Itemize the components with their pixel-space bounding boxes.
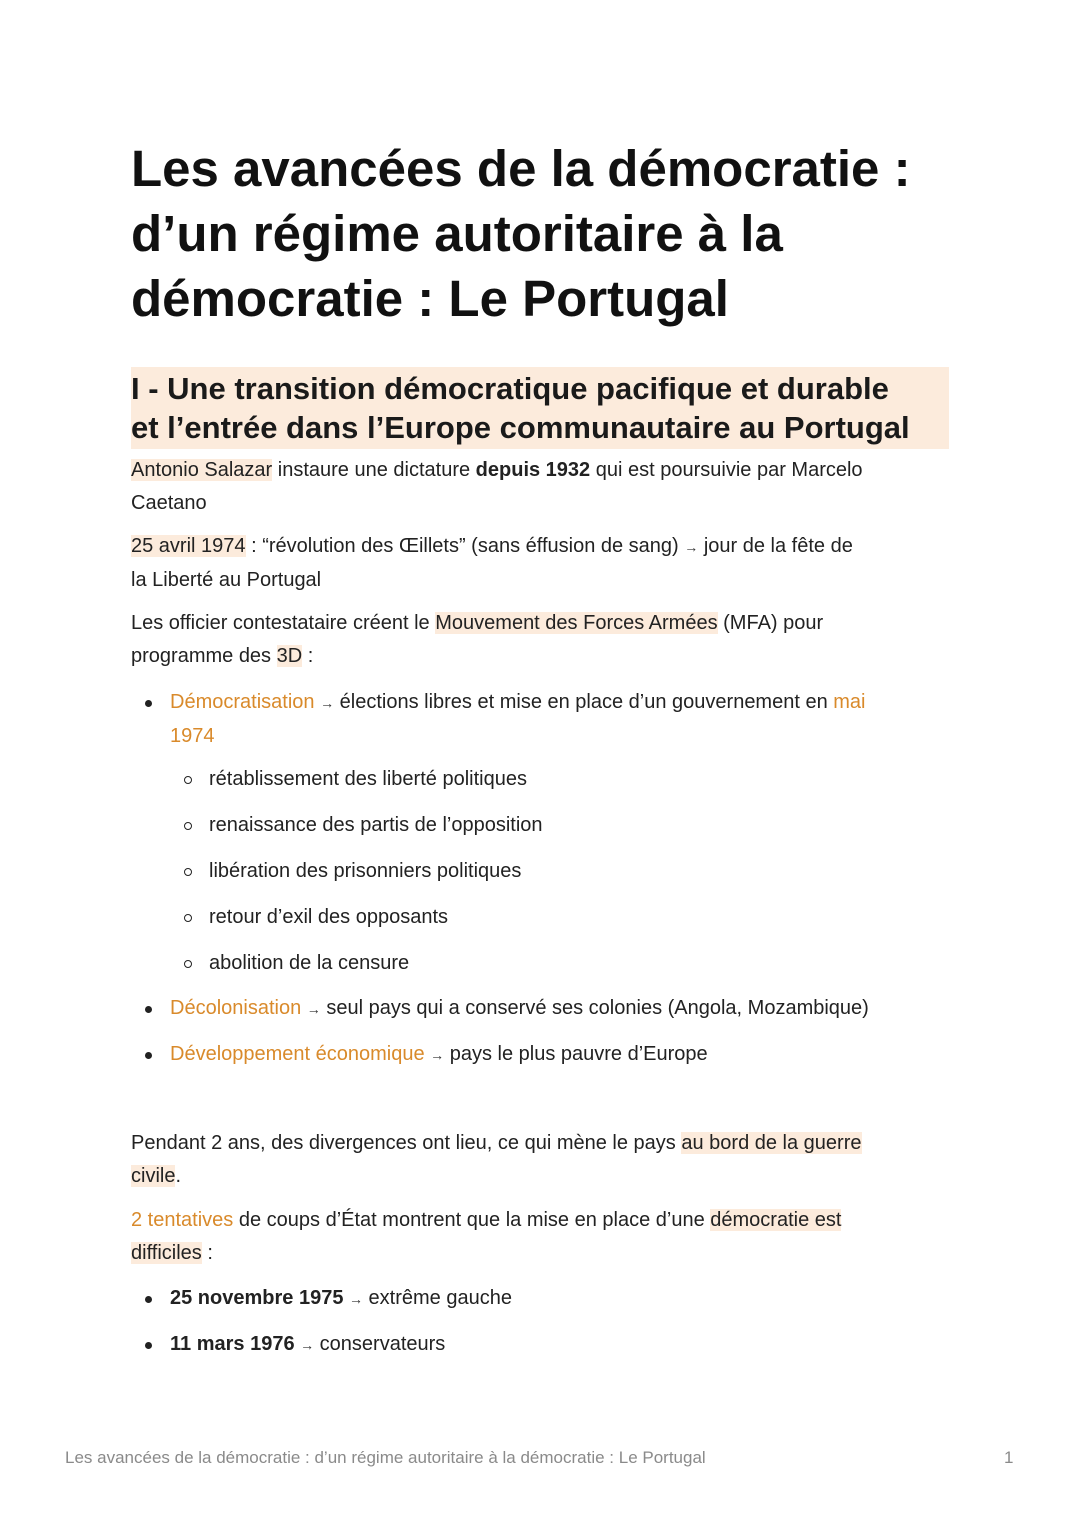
bold-date: 11 mars 1976 [170,1333,295,1355]
section-heading-line-2: et l’entrée dans l’Europe communautaire au Portugal [131,410,910,445]
text: Pendant 2 ans, des divergences ont lieu, ce qui mène le pays [131,1132,682,1154]
sub-item: retour d’exil des opposants [209,906,449,928]
bold-date: depuis 1932 [475,459,591,481]
title-line-1: Les avancées de la démocratie : [131,140,911,197]
text: (MFA) pour [717,612,824,634]
text: pays le plus pauvre d’Europe [444,1043,708,1065]
bullet-icon [145,1296,152,1303]
list-item-democratisation [170,686,950,753]
bold-date: 25 novembre 1975 [170,1287,344,1309]
sub-bullet-icon [184,822,192,830]
list-label: Développement économique [170,1043,425,1065]
highlight-3d: 3D [276,645,303,667]
list-item-coup-1 [170,1282,512,1316]
list-item-developpement [170,1038,950,1072]
paragraph-tentatives [131,1204,951,1270]
highlight-salazar: Antonio Salazar [131,459,273,481]
text: seul pays qui a conservé ses colonies (Angola, Mozambique) [320,997,869,1019]
page-number: 1 [1004,1448,1014,1467]
date: 1974 [170,725,215,747]
arrow-icon: → [300,1337,315,1353]
title-line-2: d’un régime autoritaire à la [131,205,783,262]
section-heading-line-1: I - Une transition démocratique pacifique et durable [131,371,889,406]
date: mai [833,691,866,713]
paragraph-mfa [131,607,951,673]
bullet-icon [145,700,152,707]
text: instaure une dictature [272,459,476,481]
text: élections libres et mise en place d’un gouvernement en [334,691,834,713]
sub-bullet-icon [184,776,192,784]
list-item-decolonisation [170,992,960,1026]
bullet-icon [145,1342,152,1349]
bullet-icon [145,1006,152,1013]
highlight-guerre: au bord de la guerre [681,1132,862,1154]
title-line-3: démocratie : Le Portugal [131,270,729,327]
highlight-mfa: Mouvement des Forces Armées [435,612,718,634]
page-footer: Les avancées de la démocratie : d’un régime autoritaire à la démocratie : Le Portugal [65,1448,706,1467]
sub-bullet-icon [184,868,192,876]
bullet-icon [145,1052,152,1059]
arrow-icon: → [430,1047,445,1063]
text: extrême gauche [363,1287,512,1309]
paragraph-revolution [131,530,951,597]
paragraph-divergences [131,1127,951,1193]
text: programme des [131,645,277,667]
arrow-icon: → [349,1291,363,1307]
highlight-difficiles: difficiles [131,1242,202,1264]
text: conservateurs [314,1333,446,1355]
list-item-coup-2 [170,1328,445,1362]
highlight-democratie: démocratie est [710,1209,842,1231]
sub-item: libération des prisonniers politiques [209,860,522,882]
sub-item: renaissance des partis de l’opposition [209,814,543,836]
arrow-icon: → [306,1001,321,1017]
document-title [131,136,961,331]
paragraph-salazar [131,454,951,520]
highlight-date: 25 avril 1974 [131,535,246,557]
highlight-civile: civile [131,1165,176,1187]
text: la Liberté au Portugal [131,569,322,591]
text: Les officier contestataire créent le [131,612,436,634]
text: qui est poursuivie par Marcelo [590,459,863,481]
text: : [302,645,314,667]
text: de coups d’État montrent que la mise en place d’une [233,1209,711,1231]
arrow-icon: → [320,695,335,711]
list-label: Décolonisation [170,997,302,1019]
text: jour de la fête de [698,535,853,557]
text: : [201,1242,213,1264]
arrow-icon: → [684,539,699,555]
sub-bullet-icon [184,914,192,922]
text: : “révolution des Œillets” (sans éffusion de sang) [245,535,685,557]
list-label: Démocratisation [170,691,315,713]
sub-item: rétablissement des liberté politiques [209,768,527,790]
text: Caetano [131,492,207,514]
text: . [175,1165,182,1187]
sub-item: abolition de la censure [209,952,410,974]
section-heading [131,367,949,449]
orange-text: 2 tentatives [131,1209,234,1231]
sub-bullet-icon [184,960,192,968]
